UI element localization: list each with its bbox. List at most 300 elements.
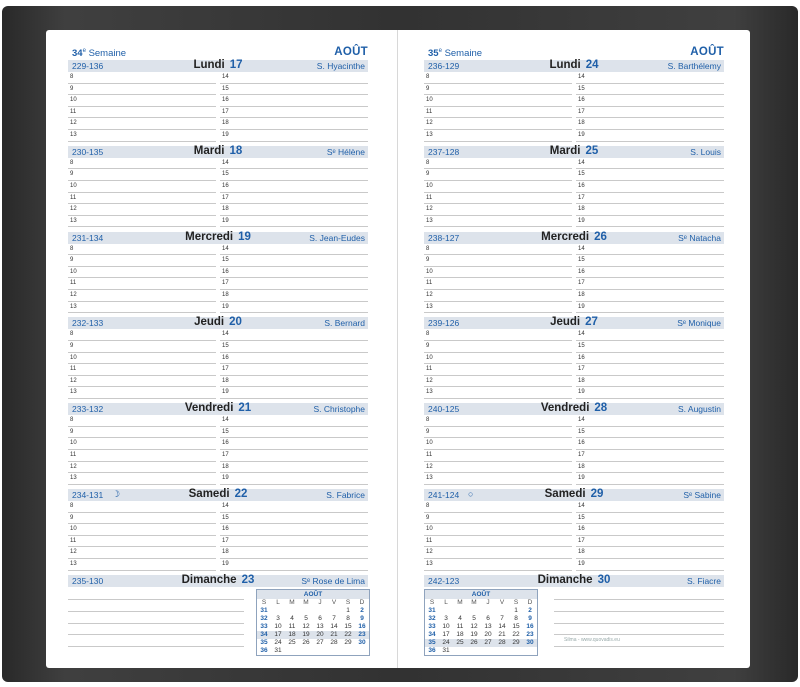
hour-line[interactable]: 16 bbox=[576, 353, 724, 365]
mini-calendar-day[interactable] bbox=[453, 647, 467, 655]
hour-line[interactable]: 17 bbox=[576, 278, 724, 290]
mini-calendar-day[interactable]: 29 bbox=[344, 638, 352, 646]
day-name-text: Mardi bbox=[549, 144, 581, 157]
hours-afternoon bbox=[576, 415, 724, 485]
mini-calendar-day[interactable]: 12 bbox=[470, 622, 478, 630]
hour-line[interactable]: 17 bbox=[576, 107, 724, 119]
hour-line[interactable]: 16 bbox=[576, 95, 724, 107]
day-of-year: 234-131 bbox=[72, 489, 104, 500]
hour-line[interactable]: 11 bbox=[68, 364, 216, 376]
hour-line[interactable]: 14 bbox=[576, 72, 724, 84]
hour-line[interactable]: 13 bbox=[424, 302, 572, 314]
hours-afternoon bbox=[220, 415, 368, 485]
mini-calendar-day[interactable]: 27 bbox=[481, 639, 495, 647]
saint-name: S. Louis bbox=[690, 146, 721, 157]
day-date: 17 bbox=[229, 59, 243, 71]
hour-line[interactable]: 9 bbox=[68, 169, 216, 181]
mini-calendar-day[interactable]: 10 bbox=[442, 622, 450, 630]
hour-line[interactable]: 9 bbox=[68, 427, 216, 439]
mini-calendar-day[interactable] bbox=[327, 607, 341, 615]
hour-line[interactable]: 12 bbox=[68, 204, 216, 216]
hour-line[interactable]: 19 bbox=[220, 216, 368, 228]
mini-calendar-day[interactable]: 17 bbox=[271, 631, 285, 639]
hour-line[interactable]: 10 bbox=[68, 181, 216, 193]
mini-calendar-week-number[interactable]: 36 bbox=[428, 646, 436, 654]
hour-line[interactable]: 8 bbox=[424, 72, 572, 84]
mini-calendar-day[interactable] bbox=[453, 607, 467, 615]
hour-line[interactable]: 9 bbox=[424, 84, 572, 96]
mini-calendar-day[interactable]: 22 bbox=[512, 630, 520, 638]
mini-calendar-day[interactable]: 9 bbox=[360, 614, 364, 622]
saint-name: S. Jean-Eudes bbox=[309, 232, 365, 243]
mini-calendar-day[interactable]: 30 bbox=[523, 639, 537, 647]
hour-line[interactable]: 15 bbox=[576, 169, 724, 181]
mini-calendar-day[interactable]: 25 bbox=[453, 639, 467, 647]
hour-line[interactable]: 15 bbox=[576, 513, 724, 525]
hour-line[interactable]: 8 bbox=[68, 501, 216, 513]
mini-calendar-day[interactable]: 1 bbox=[346, 606, 350, 614]
hour-line[interactable]: 10 bbox=[68, 95, 216, 107]
hour-line[interactable]: 11 bbox=[68, 107, 216, 119]
day-of-year: 233-132 bbox=[72, 404, 104, 415]
mini-calendar-day[interactable] bbox=[523, 647, 537, 655]
hour-line[interactable]: 16 bbox=[576, 524, 724, 536]
hour-line[interactable]: 17 bbox=[220, 193, 368, 205]
hour-line[interactable]: 9 bbox=[68, 255, 216, 267]
mini-calendar-week-number[interactable]: 32 bbox=[428, 614, 436, 622]
hour-line[interactable]: 14 bbox=[220, 501, 368, 513]
right-page bbox=[398, 30, 750, 668]
day-date: 19 bbox=[238, 230, 251, 243]
mini-calendar-day[interactable] bbox=[341, 647, 355, 655]
hour-line[interactable]: 15 bbox=[220, 84, 368, 96]
mini-calendar-day[interactable]: 31 bbox=[442, 646, 450, 654]
note-line[interactable] bbox=[554, 589, 724, 601]
mini-calendar-header-row bbox=[425, 599, 537, 607]
mini-calendar-day[interactable]: 4 bbox=[458, 614, 462, 622]
hour-line[interactable]: 8 bbox=[424, 415, 572, 427]
hour-line[interactable]: 16 bbox=[576, 438, 724, 450]
mini-calendar-day[interactable]: 17 bbox=[442, 630, 450, 638]
hour-line[interactable]: 15 bbox=[220, 341, 368, 353]
hour-line[interactable]: 15 bbox=[220, 427, 368, 439]
mini-calendar-day[interactable]: 21 bbox=[327, 631, 341, 639]
hour-line[interactable]: 17 bbox=[220, 364, 368, 376]
mini-calendar-day[interactable]: 15 bbox=[344, 622, 352, 630]
hour-line[interactable]: 13 bbox=[68, 559, 216, 571]
hour-line[interactable]: 15 bbox=[576, 427, 724, 439]
hour-line[interactable]: 19 bbox=[220, 130, 368, 142]
mini-calendar-weekday: S bbox=[429, 598, 435, 606]
day-name bbox=[424, 574, 724, 586]
hour-line[interactable]: 10 bbox=[68, 267, 216, 279]
hour-line[interactable]: 18 bbox=[576, 204, 724, 216]
hour-line[interactable]: 17 bbox=[220, 536, 368, 548]
day-name-text: Mercredi bbox=[185, 230, 234, 243]
mini-calendar-day[interactable] bbox=[285, 647, 299, 655]
mini-calendar-week-number[interactable]: 34 bbox=[257, 631, 271, 639]
mini-calendar-day[interactable]: 5 bbox=[304, 614, 308, 622]
hour-line[interactable]: 12 bbox=[424, 462, 572, 474]
mini-calendar-week-number[interactable]: 31 bbox=[428, 606, 436, 614]
hour-line[interactable]: 8 bbox=[68, 72, 216, 84]
hour-line[interactable]: 13 bbox=[68, 130, 216, 142]
mini-calendar-day[interactable]: 7 bbox=[332, 614, 336, 622]
day-of-year: 237-128 bbox=[428, 146, 460, 157]
mini-calendar-day[interactable] bbox=[481, 607, 495, 615]
mini-calendar-day[interactable] bbox=[467, 607, 481, 615]
mini-calendar-day[interactable]: 13 bbox=[316, 622, 324, 630]
hour-line[interactable]: 15 bbox=[220, 513, 368, 525]
hour-line[interactable]: 17 bbox=[576, 536, 724, 548]
hour-grid bbox=[68, 501, 368, 573]
mini-calendar-day[interactable]: 11 bbox=[288, 622, 296, 630]
hour-line[interactable]: 18 bbox=[220, 462, 368, 474]
mini-calendar-day[interactable] bbox=[327, 647, 341, 655]
hour-line[interactable]: 16 bbox=[220, 95, 368, 107]
hour-line[interactable]: 9 bbox=[68, 341, 216, 353]
hour-line[interactable]: 13 bbox=[424, 130, 572, 142]
hour-line[interactable]: 9 bbox=[424, 255, 572, 267]
note-line[interactable] bbox=[554, 612, 724, 624]
hour-line[interactable]: 11 bbox=[424, 364, 572, 376]
hour-line[interactable]: 10 bbox=[424, 95, 572, 107]
hour-line[interactable]: 9 bbox=[424, 341, 572, 353]
hour-line[interactable]: 19 bbox=[576, 130, 724, 142]
hour-line[interactable]: 19 bbox=[576, 559, 724, 571]
day-header bbox=[424, 489, 724, 501]
hour-line[interactable]: 10 bbox=[424, 438, 572, 450]
hour-line[interactable]: 14 bbox=[220, 415, 368, 427]
note-line[interactable] bbox=[68, 624, 244, 636]
mini-calendar-day[interactable]: 14 bbox=[498, 622, 506, 630]
mini-calendar-day[interactable]: 20 bbox=[484, 630, 492, 638]
mini-calendar-day[interactable]: 5 bbox=[472, 614, 476, 622]
day-of-year: 242-123 bbox=[428, 575, 460, 586]
left-week bbox=[68, 46, 368, 654]
hour-line[interactable]: 16 bbox=[576, 267, 724, 279]
hour-line[interactable]: 8 bbox=[68, 415, 216, 427]
mini-calendar-week-number[interactable]: 31 bbox=[260, 606, 268, 614]
mini-calendar-day[interactable]: 12 bbox=[302, 622, 310, 630]
mini-calendar-day[interactable]: 3 bbox=[444, 614, 448, 622]
mini-calendar-week-number[interactable]: 35 bbox=[425, 639, 439, 647]
hour-line[interactable]: 11 bbox=[68, 278, 216, 290]
day-header bbox=[68, 60, 368, 72]
day-of-year: 229-136 bbox=[72, 61, 104, 71]
day-name-text: Mercredi bbox=[541, 230, 590, 243]
hours-afternoon bbox=[220, 244, 368, 314]
hour-line[interactable]: 12 bbox=[424, 547, 572, 559]
note-line[interactable] bbox=[68, 589, 244, 601]
hour-line[interactable]: 17 bbox=[220, 450, 368, 462]
hour-line[interactable]: 18 bbox=[576, 547, 724, 559]
mini-calendar-day[interactable]: 18 bbox=[285, 631, 299, 639]
hour-line[interactable]: 15 bbox=[576, 255, 724, 267]
mini-calendar-day[interactable]: 27 bbox=[316, 638, 324, 646]
note-line[interactable] bbox=[554, 624, 724, 636]
hour-line[interactable]: 17 bbox=[220, 278, 368, 290]
mini-calendar-day[interactable] bbox=[285, 607, 299, 615]
hour-line[interactable]: 13 bbox=[424, 216, 572, 228]
hour-line[interactable]: 13 bbox=[68, 216, 216, 228]
mini-calendar-day[interactable] bbox=[439, 607, 453, 615]
mini-calendar-day[interactable]: 2 bbox=[360, 606, 364, 614]
hour-line[interactable]: 14 bbox=[576, 415, 724, 427]
hour-grid bbox=[424, 244, 724, 316]
hour-line[interactable]: 18 bbox=[220, 290, 368, 302]
mini-calendar-day[interactable] bbox=[495, 607, 509, 615]
hour-line[interactable]: 12 bbox=[424, 376, 572, 388]
mini-calendar-day[interactable]: 19 bbox=[299, 631, 313, 639]
hour-line[interactable]: 8 bbox=[424, 501, 572, 513]
hour-line[interactable]: 10 bbox=[68, 353, 216, 365]
hour-line[interactable]: 15 bbox=[576, 341, 724, 353]
day-block bbox=[424, 489, 724, 575]
day-header bbox=[424, 232, 724, 244]
hour-line[interactable]: 10 bbox=[424, 524, 572, 536]
hour-line[interactable]: 13 bbox=[68, 473, 216, 485]
day-header bbox=[424, 146, 724, 158]
hour-line[interactable]: 10 bbox=[68, 438, 216, 450]
hour-line[interactable]: 14 bbox=[576, 244, 724, 256]
hour-line[interactable]: 13 bbox=[424, 559, 572, 571]
day-block bbox=[424, 146, 724, 232]
mini-calendar-day[interactable]: 7 bbox=[500, 614, 504, 622]
hour-line[interactable]: 13 bbox=[68, 387, 216, 399]
mini-calendar-day[interactable] bbox=[467, 647, 481, 655]
hour-line[interactable]: 18 bbox=[220, 118, 368, 130]
mini-calendar-week-number[interactable]: 34 bbox=[428, 630, 436, 638]
hour-line[interactable]: 12 bbox=[68, 376, 216, 388]
day-date: 26 bbox=[594, 230, 607, 243]
note-line[interactable] bbox=[554, 600, 724, 612]
hour-line[interactable]: 19 bbox=[220, 387, 368, 399]
hour-line[interactable]: 12 bbox=[424, 204, 572, 216]
day-name-text: Dimanche bbox=[537, 573, 593, 586]
mini-calendar-day[interactable] bbox=[313, 647, 327, 655]
hour-line[interactable]: 14 bbox=[220, 72, 368, 84]
hour-line[interactable]: 11 bbox=[424, 107, 572, 119]
note-line[interactable] bbox=[68, 635, 244, 647]
mini-calendar-day[interactable]: 14 bbox=[330, 622, 338, 630]
week-label: 35e Semaine bbox=[428, 48, 483, 60]
mini-calendar-day[interactable]: 6 bbox=[486, 614, 490, 622]
mini-calendar-week-number[interactable]: 33 bbox=[428, 622, 436, 630]
hour-line[interactable]: 13 bbox=[68, 302, 216, 314]
hour-line[interactable]: 18 bbox=[220, 204, 368, 216]
mini-calendar-weekday: M bbox=[303, 598, 309, 606]
hour-line[interactable]: 9 bbox=[424, 169, 572, 181]
hour-line[interactable]: 12 bbox=[424, 290, 572, 302]
hour-line[interactable]: 18 bbox=[220, 376, 368, 388]
hour-line[interactable]: 13 bbox=[424, 387, 572, 399]
mini-calendar-weekday: J bbox=[486, 598, 490, 606]
hour-line[interactable]: 12 bbox=[68, 290, 216, 302]
mini-calendar-day[interactable] bbox=[481, 647, 495, 655]
hour-line[interactable]: 12 bbox=[424, 118, 572, 130]
mini-calendar-day[interactable]: 22 bbox=[341, 631, 355, 639]
hour-line[interactable]: 12 bbox=[68, 462, 216, 474]
hour-line[interactable]: 16 bbox=[220, 524, 368, 536]
hour-line[interactable]: 9 bbox=[424, 513, 572, 525]
hour-line[interactable]: 11 bbox=[424, 278, 572, 290]
saint-name: S. Christophe bbox=[313, 404, 365, 415]
mini-calendar-day[interactable]: 6 bbox=[318, 614, 322, 622]
mini-calendar-day[interactable]: 1 bbox=[514, 606, 518, 614]
mini-calendar-week-number[interactable]: 36 bbox=[260, 646, 268, 654]
hour-line[interactable]: 11 bbox=[68, 536, 216, 548]
hour-line[interactable]: 16 bbox=[220, 267, 368, 279]
hour-line[interactable]: 14 bbox=[576, 158, 724, 170]
hour-line[interactable]: 18 bbox=[576, 376, 724, 388]
mini-calendar-day[interactable]: 10 bbox=[274, 622, 282, 630]
mini-calendar-day[interactable]: 13 bbox=[484, 622, 492, 630]
hour-line[interactable]: 19 bbox=[576, 473, 724, 485]
mini-calendar-day[interactable]: 24 bbox=[439, 639, 453, 647]
note-line[interactable] bbox=[68, 612, 244, 624]
mini-calendar-weekday: S bbox=[513, 598, 519, 606]
mini-calendar-day[interactable]: 30 bbox=[358, 638, 366, 646]
hour-line[interactable]: 17 bbox=[576, 193, 724, 205]
hour-line[interactable]: 10 bbox=[424, 267, 572, 279]
mini-calendar-day[interactable]: 16 bbox=[526, 622, 534, 630]
hour-line[interactable]: 16 bbox=[220, 181, 368, 193]
hour-line[interactable]: 11 bbox=[68, 450, 216, 462]
mini-calendar-day[interactable]: 8 bbox=[514, 614, 518, 622]
hour-line[interactable]: 11 bbox=[424, 450, 572, 462]
mini-calendar-day[interactable] bbox=[299, 607, 313, 615]
hour-line[interactable]: 9 bbox=[68, 84, 216, 96]
hour-line[interactable]: 15 bbox=[576, 84, 724, 96]
mini-calendar-week-number[interactable]: 32 bbox=[260, 614, 268, 622]
hour-line[interactable]: 19 bbox=[576, 387, 724, 399]
mini-calendar-weekday: M bbox=[457, 598, 463, 606]
mini-calendar-week-row bbox=[425, 639, 537, 647]
day-date: 29 bbox=[590, 487, 604, 500]
mini-calendar-week-row bbox=[425, 647, 537, 655]
hour-line[interactable]: 10 bbox=[424, 181, 572, 193]
day-name-text: Dimanche bbox=[181, 573, 237, 586]
mini-calendar-day[interactable]: 11 bbox=[456, 622, 464, 630]
hour-line[interactable]: 14 bbox=[576, 501, 724, 513]
hour-line[interactable]: 10 bbox=[68, 524, 216, 536]
mini-calendar-day[interactable]: 24 bbox=[274, 638, 282, 646]
mini-calendar-day[interactable] bbox=[271, 607, 285, 615]
hour-line[interactable]: 19 bbox=[220, 302, 368, 314]
day-name-text: Samedi bbox=[188, 487, 230, 500]
mini-calendar-weekday: D bbox=[527, 598, 533, 606]
hour-line[interactable]: 8 bbox=[68, 158, 216, 170]
mini-calendar-weekday: M bbox=[289, 598, 295, 606]
mini-calendar-day[interactable] bbox=[509, 647, 523, 655]
day-of-year: 230-135 bbox=[72, 146, 104, 157]
hour-line[interactable]: 14 bbox=[220, 158, 368, 170]
mini-calendar-day[interactable] bbox=[313, 607, 327, 615]
hour-line[interactable]: 19 bbox=[576, 216, 724, 228]
mini-calendar-week-number[interactable]: 33 bbox=[260, 622, 268, 630]
mini-calendar-day[interactable]: 20 bbox=[313, 631, 327, 639]
mini-calendar-week-number[interactable]: 35 bbox=[260, 638, 268, 646]
hour-line[interactable]: 8 bbox=[68, 329, 216, 341]
hour-line[interactable]: 12 bbox=[68, 118, 216, 130]
mini-calendar-day[interactable]: 25 bbox=[288, 638, 296, 646]
mini-calendar-day[interactable]: 15 bbox=[512, 622, 520, 630]
day-sunday bbox=[68, 573, 368, 654]
hour-line[interactable]: 16 bbox=[220, 438, 368, 450]
hour-line[interactable]: 19 bbox=[220, 473, 368, 485]
hour-line[interactable]: 8 bbox=[424, 244, 572, 256]
saint-name: Sᵉ Rose de Lima bbox=[301, 575, 365, 586]
hour-line[interactable]: 18 bbox=[576, 462, 724, 474]
mini-calendar-day[interactable]: 2 bbox=[528, 606, 532, 614]
hour-line[interactable]: 9 bbox=[424, 427, 572, 439]
mini-calendar-day[interactable]: 9 bbox=[528, 614, 532, 622]
hour-line[interactable]: 17 bbox=[220, 107, 368, 119]
day-header bbox=[424, 60, 724, 72]
left-page bbox=[46, 30, 398, 668]
hour-line[interactable]: 8 bbox=[424, 158, 572, 170]
hour-line[interactable]: 17 bbox=[576, 450, 724, 462]
hours-morning bbox=[68, 501, 216, 571]
mini-calendar-day[interactable] bbox=[355, 647, 369, 655]
hour-line[interactable]: 8 bbox=[424, 329, 572, 341]
hour-line[interactable]: 19 bbox=[220, 559, 368, 571]
hour-line[interactable]: 14 bbox=[220, 244, 368, 256]
hour-line[interactable]: 17 bbox=[576, 364, 724, 376]
hour-line[interactable]: 11 bbox=[68, 193, 216, 205]
mini-calendar-day[interactable]: 19 bbox=[470, 630, 478, 638]
hour-line[interactable]: 18 bbox=[576, 290, 724, 302]
mini-calendar-day[interactable]: 29 bbox=[509, 639, 523, 647]
hour-line[interactable]: 19 bbox=[576, 302, 724, 314]
hour-line[interactable]: 8 bbox=[68, 244, 216, 256]
hour-line[interactable]: 11 bbox=[424, 536, 572, 548]
hour-line[interactable]: 14 bbox=[576, 329, 724, 341]
mini-calendar-day[interactable]: 26 bbox=[467, 639, 481, 647]
mini-calendar-day[interactable]: 21 bbox=[498, 630, 506, 638]
mini-calendar-day[interactable]: 16 bbox=[358, 622, 366, 630]
hour-line[interactable]: 10 bbox=[424, 353, 572, 365]
hour-line[interactable]: 16 bbox=[576, 181, 724, 193]
hour-line[interactable]: 18 bbox=[576, 118, 724, 130]
mini-calendar-day[interactable] bbox=[299, 647, 313, 655]
mini-calendar-day[interactable]: 31 bbox=[274, 646, 282, 654]
hour-line[interactable]: 11 bbox=[424, 193, 572, 205]
hour-line[interactable]: 9 bbox=[68, 513, 216, 525]
mini-calendar-day[interactable]: 23 bbox=[526, 630, 534, 638]
hour-line[interactable]: 15 bbox=[220, 255, 368, 267]
mini-calendar-day[interactable]: 8 bbox=[346, 614, 350, 622]
hour-line[interactable]: 16 bbox=[220, 353, 368, 365]
mini-calendar-day[interactable]: 3 bbox=[276, 614, 280, 622]
mini-calendar-day[interactable] bbox=[495, 647, 509, 655]
mini-calendar-day[interactable]: 23 bbox=[355, 631, 369, 639]
mini-calendar-day[interactable]: 26 bbox=[302, 638, 310, 646]
day-block bbox=[424, 232, 724, 318]
hour-line[interactable]: 15 bbox=[220, 169, 368, 181]
hour-line[interactable]: 14 bbox=[220, 329, 368, 341]
mini-calendar-day[interactable]: 28 bbox=[330, 638, 338, 646]
mini-calendar-week-row bbox=[257, 615, 369, 623]
mini-calendar-day[interactable]: 4 bbox=[290, 614, 294, 622]
hour-line[interactable]: 12 bbox=[68, 547, 216, 559]
mini-calendar-day[interactable]: 28 bbox=[495, 639, 509, 647]
hour-line[interactable]: 18 bbox=[220, 547, 368, 559]
hour-line[interactable]: 13 bbox=[424, 473, 572, 485]
mini-calendar-day[interactable]: 18 bbox=[456, 630, 464, 638]
note-line[interactable] bbox=[68, 600, 244, 612]
